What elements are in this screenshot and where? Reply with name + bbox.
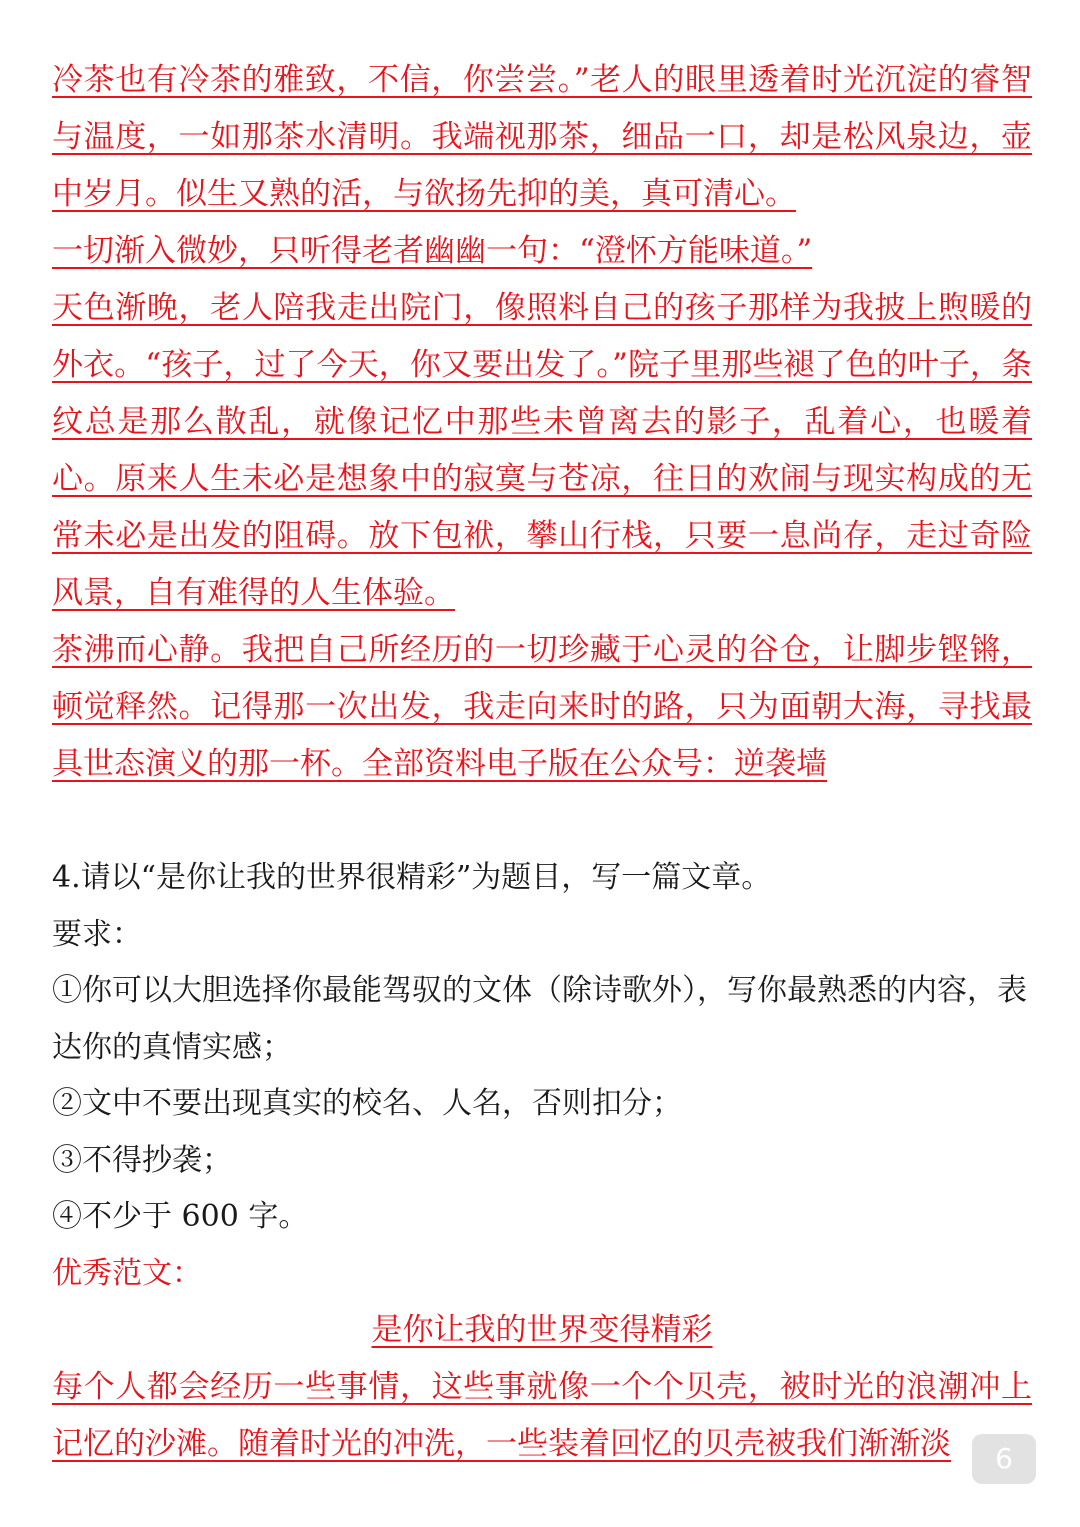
paragraph-3: 天色渐晚，老人陪我走出院门，像照料自己的孩子那样为我披上煦暖的外衣。“孩子，过了今天，你又要出发了。”院子里那些褪了色的叶子，条纹总是那么散乱，就像记忆中那些未曾离去的影子，乱着心，也暖着心。原来人生未必是想象中的寂寞与苍凉，往日的欢闹与现实构成的无常未必是出发的阻碍。放下包袱，攀山行栈，只要一息尚存，走过奇险风景，自有难得的人生体验。 [52, 290, 1032, 611]
question-block [52, 850, 1032, 1246]
sample-label: 优秀范文： [52, 1255, 202, 1291]
paragraph-4: 茶沸而心静。我把自己所经历的一切珍藏于心灵的谷仓，让脚步铿锵，顿觉释然。记得那一次出发，我走向来时的路，只为面朝大海，寻找最具世态演义的那一杯。全部资料电子版在公众号：逆袭墙 [52, 632, 1032, 782]
document-page [52, 52, 1032, 1473]
requirement-item-3: ③不得抄袭； [52, 1142, 232, 1178]
requirement-item-4: ④不少于 600 字。 [52, 1199, 309, 1234]
requirements-label: 要求： [52, 916, 142, 952]
page-number-badge: 6 [972, 1434, 1036, 1484]
paragraph-1: 冷茶也有冷茶的雅致，不信，你尝尝。”老人的眼里透着时光沉淀的睿智与温度，一如那茶水清明。我端视那茶，细品一口，却是松风泉边，壶中岁月。似生又熟的活，与欲扬先抑的美，真可清心。 [52, 62, 1032, 212]
question-prompt: 4.请以“是你让我的世界很精彩”为题目，写一篇文章。 [52, 860, 772, 895]
essay-continuation [52, 52, 1032, 793]
sample-essay-title: 是你让我的世界变得精彩 [371, 1312, 713, 1348]
requirement-item-1: ①你可以大胆选择你最能驾驭的文体（除诗歌外），写你最熟悉的内容，表达你的真情实感； [52, 973, 1027, 1065]
sample-essay-body: 每个人都会经历一些事情，这些事就像一个个贝壳，被时光的浪潮冲上记忆的沙滩。随着时光的冲洗，一些装着回忆的贝壳被我们渐渐淡 [52, 1368, 1032, 1462]
paragraph-2: 一切渐入微妙，只听得老者幽幽一句：“澄怀方能味道。” [52, 233, 813, 269]
requirement-item-2: ②文中不要出现真实的校名、人名，否则扣分； [52, 1086, 682, 1121]
